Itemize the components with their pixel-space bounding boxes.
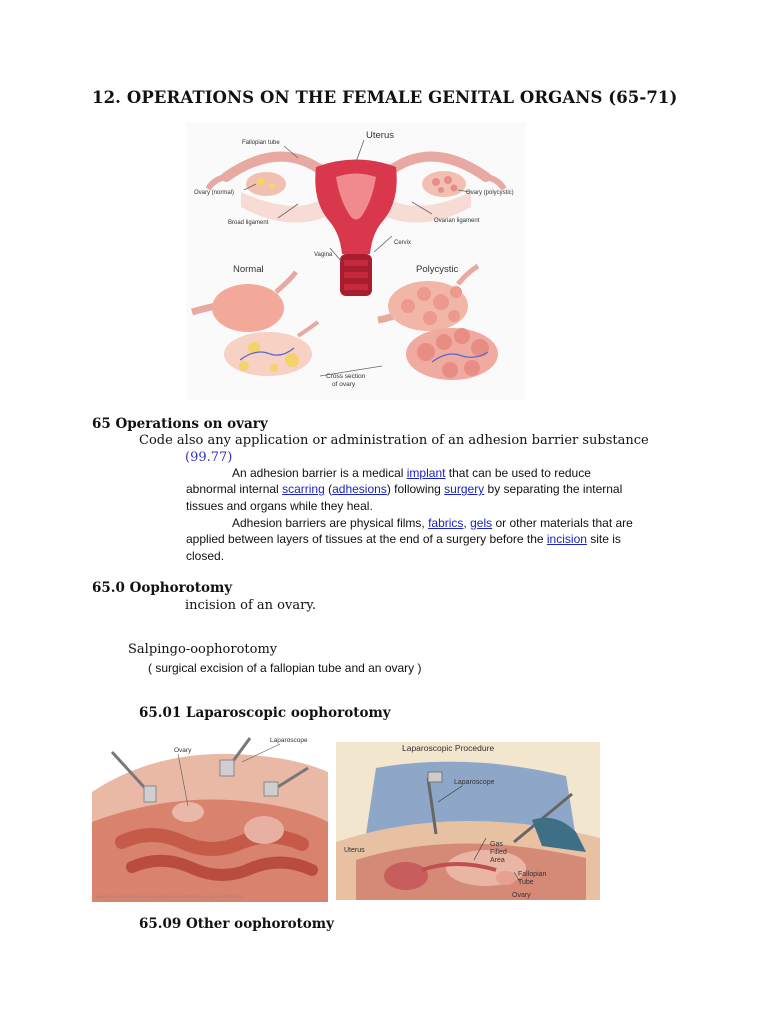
code-reference: (99.77) — [185, 450, 233, 465]
section-650-heading: 65.0 Oophorotomy — [92, 580, 233, 596]
p1-after-implant: that can be used to reduce — [445, 466, 591, 480]
salpingo-oophorotomy-description: ( surgical excision of a fallopian tube and an ovary ) — [148, 661, 422, 675]
right-fig-laparoscope-label: Laparoscope — [454, 779, 495, 786]
right-fig-fallopian-2: Tube — [518, 879, 534, 886]
p1-lead: An adhesion barrier is a medical — [232, 466, 407, 480]
label-polycystic: Polycystic — [416, 264, 459, 275]
section-6509-heading: 65.09 Other oophorotomy — [139, 916, 334, 932]
surgery-link[interactable]: surgery — [444, 482, 485, 497]
implant-link[interactable]: implant — [406, 466, 446, 480]
left-fig-credit: MAYO FOUNDATION FOR MEDICAL EDUCATION AND RESEARCH. ALL RIGHTS RESERVED. — [96, 895, 244, 899]
section-65-heading: 65 Operations on ovary — [92, 416, 268, 432]
p1-line2-tail: by separating the internal — [484, 482, 623, 497]
right-fig-gas-3: Area — [490, 857, 505, 864]
uterus-anatomy-figure — [186, 122, 526, 400]
code-also-note: Code also any application or administration of an adhesion barrier substance — [139, 433, 649, 448]
right-fig-gas-1: Gas — [490, 841, 503, 848]
p2-line3: closed. — [186, 548, 225, 563]
incision-link[interactable]: incision — [546, 532, 587, 547]
p2-lead: Adhesion barriers are physical films, — [232, 516, 429, 530]
p1-line3: tissues and organs while they heal. — [186, 498, 373, 513]
fabrics-link[interactable]: fabrics — [428, 516, 464, 530]
label-vagina: Vagina — [314, 252, 333, 258]
uterus-anatomy-illustration — [186, 122, 526, 400]
page-title: 12. OPERATIONS ON THE FEMALE GENITAL ORGANS (65-71) — [92, 88, 678, 107]
label-ovary-polycystic: Ovary (polycystic) — [466, 190, 514, 196]
p2-line2-lead: applied between layers of tissues at the end of a surgery before the — [186, 532, 547, 547]
label-ovarian-ligament: Ovarian ligament — [434, 218, 480, 224]
label-normal: Normal — [233, 264, 264, 275]
p1-line2-lead: abnormal internal — [186, 482, 283, 497]
label-ovary-normal: Ovary (normal) — [194, 190, 235, 196]
right-fig-gas-2: Filled — [490, 849, 507, 856]
p1-paren-open: ( — [324, 482, 333, 497]
oophorotomy-description: incision of an ovary. — [185, 598, 317, 613]
label-cervix: Cervix — [394, 240, 412, 246]
section-6501-heading: 65.01 Laparoscopic oophorotomy — [139, 705, 391, 721]
right-fig-fallopian-1: Fallopian — [518, 871, 547, 878]
laparoscopic-procedure-illustration — [336, 742, 600, 900]
p2-comma: , — [463, 516, 471, 530]
adhesion-barrier-paragraph-1 — [186, 465, 686, 514]
right-fig-ovary-label: Ovary — [512, 892, 531, 899]
right-fig-uterus-label: Uterus — [344, 847, 365, 854]
adhesions-link[interactable]: adhesions — [332, 482, 387, 497]
gels-link[interactable]: gels — [470, 516, 493, 530]
laparoscopy-illustration-left — [92, 732, 328, 902]
label-uterus: Uterus — [366, 130, 394, 141]
label-cross-section-2: of ovary — [332, 381, 356, 388]
left-fig-laparoscope-label: Laparoscope — [270, 737, 308, 744]
label-fallopian-tube: Fallopian tube — [242, 140, 280, 146]
right-fig-title: Laparoscopic Procedure — [402, 743, 495, 753]
label-broad-ligament: Broad ligament — [228, 220, 269, 226]
scarring-link[interactable]: scarring — [282, 482, 325, 497]
adhesion-barrier-paragraph-2 — [186, 515, 686, 564]
salpingo-oophorotomy-term: Salpingo-oophorotomy — [128, 642, 278, 657]
p1-paren-close: ) following — [386, 482, 445, 497]
label-cross-section-1: Cross section — [326, 373, 366, 380]
left-fig-ovary-label: Ovary — [174, 747, 192, 754]
p2-line2-tail: site is — [586, 532, 621, 547]
p2-tail: or other materials that are — [492, 516, 633, 530]
